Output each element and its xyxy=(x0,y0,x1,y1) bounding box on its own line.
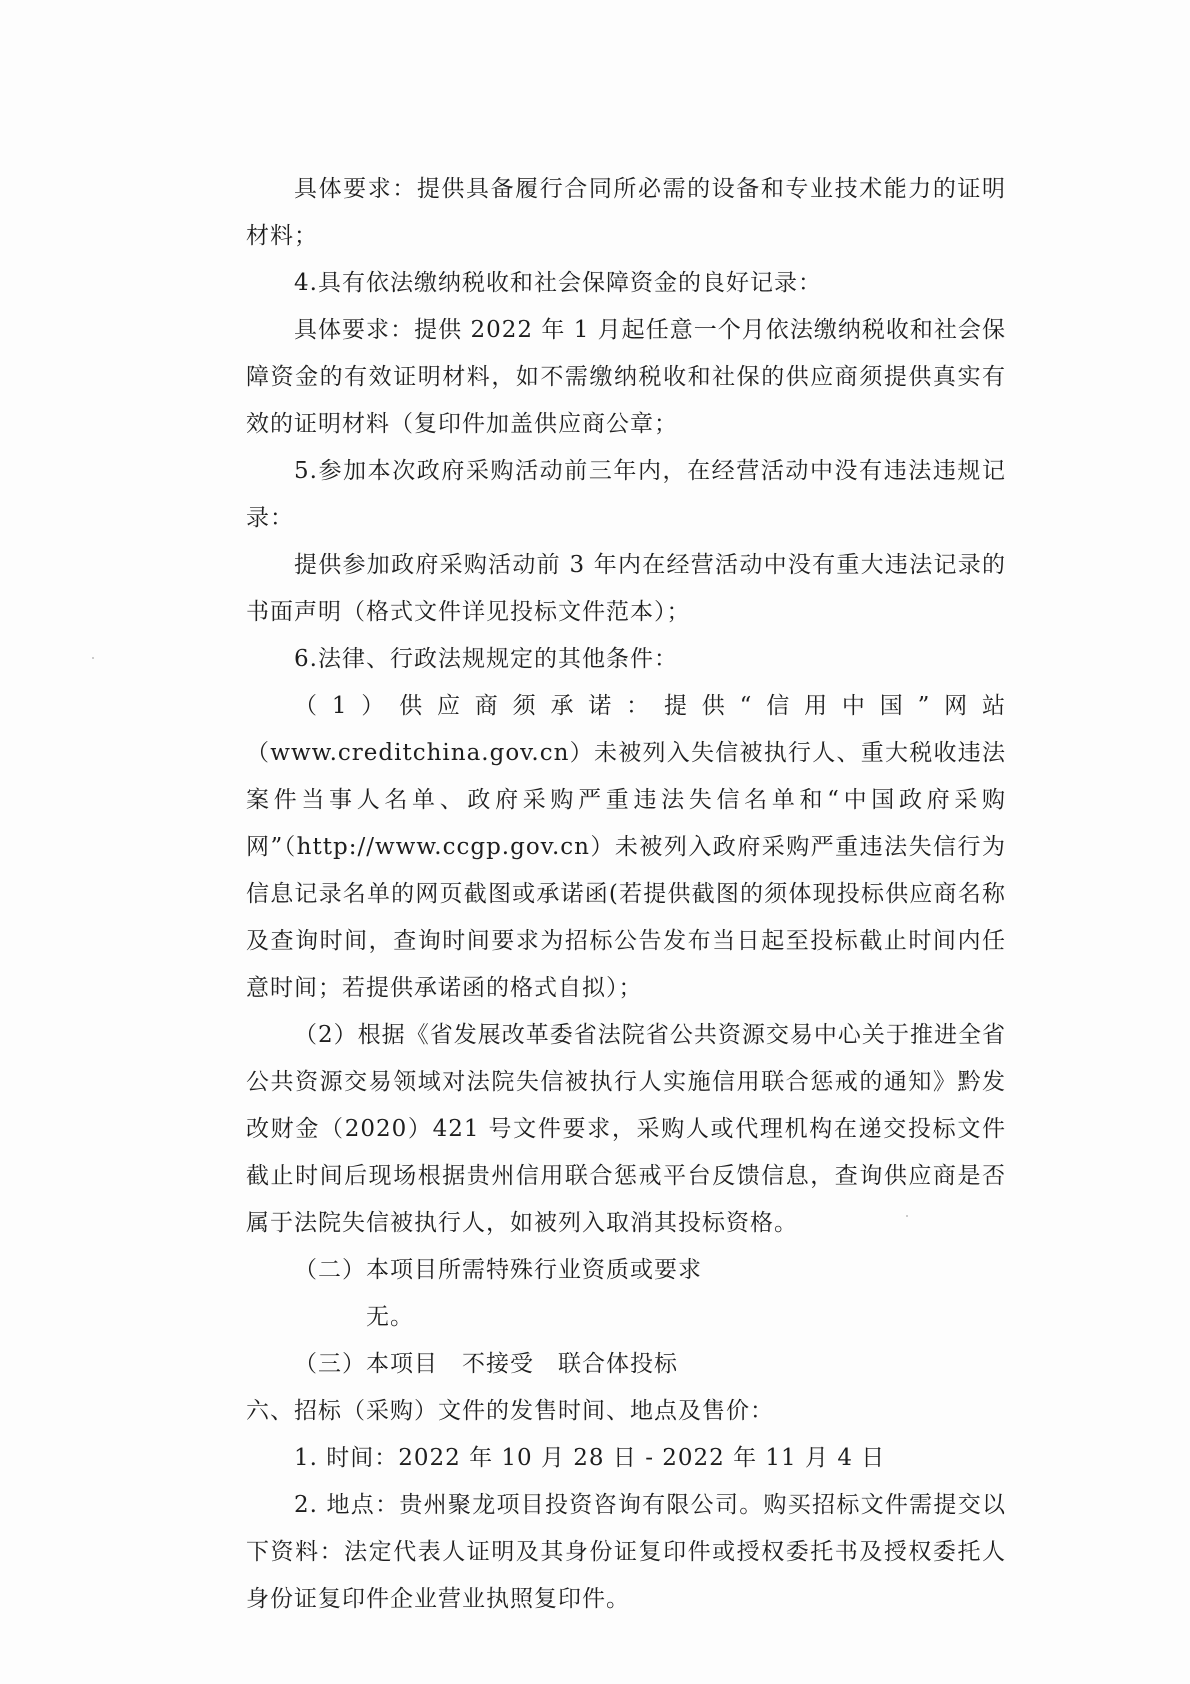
paragraph-item-6: 6.法律、行政法规规定的其他条件： xyxy=(294,646,678,672)
heading-section-6: 六、招标（采购）文件的发售时间、地点及售价： xyxy=(246,1398,774,1424)
paragraph-statement: 提供参加政府采购活动前 3 年内在经营活动中没有重大违法记录的书面声明（格式文件详见投标文件范本）； xyxy=(246,552,1006,625)
paragraph-item-4: 4.具有依法缴纳税收和社会保障资金的良好记录： xyxy=(294,270,822,296)
paragraph-sale-location: 2. 地点：贵州聚龙项目投资咨询有限公司。购买招标文件需提交以下资料：法定代表人证明及其身份证复印件或授权委托书及授权委托人身份证复印件企业营业执照复印件。 xyxy=(246,1492,1006,1612)
paragraph-joint-punishment: （2）根据《省发展改革委省法院省公共资源交易中心关于推进全省公共资源交易领域对法院失信被执行人实施信用联合惩戒的通知》黔发改财金（2020）421 号文件要求，采购人或代理机构在递交投标文件截止时间后现场根据贵州信用联合惩戒平台反馈信息，查询供应商是否属于法院失信被执行人，如被列入取消其投标资格。 xyxy=(246,1022,1006,1236)
paragraph-requirement-tax: 具体要求：提供 2022 年 1 月起任意一个月依法缴纳税收和社会保障资金的有效证明材料，如不需缴纳税收和社保的供应商须提供真实有效的证明材料（复印件加盖供应商公章； xyxy=(246,317,1006,437)
document-body xyxy=(246,166,1006,1623)
paragraph-none: 无。 xyxy=(366,1304,414,1330)
scan-speck xyxy=(92,657,94,659)
paragraph-credit-check: （1）供应商须承诺：提供“信用中国”网站（www.creditchina.gov.cn）未被列入失信被执行人、重大税收违法案件当事人名单、政府采购严重违法失信名单和“中国政府采购网”（http://www.ccgp.gov.cn）未被列入政府采购严重违法失信行为信息记录名单的网页截图或承诺函(若提供截图的须体现投标供应商名称及查询时间，查询时间要求为招标公告发布当日起至投标截止时间内任意时间；若提供承诺函的格式自拟）； xyxy=(246,693,1006,1001)
paragraph-item-5: 5.参加本次政府采购活动前三年内，在经营活动中没有违法违规记录： xyxy=(246,458,1006,531)
paragraph-sale-time: 1. 时间：2022 年 10 月 28 日 - 2022 年 11 月 4 日 xyxy=(294,1445,886,1471)
heading-special-qualification: （二）本项目所需特殊行业资质或要求 xyxy=(294,1257,702,1283)
heading-consortium: （三）本项目 不接受 联合体投标 xyxy=(294,1351,678,1377)
paragraph-requirement-equipment: 具体要求：提供具备履行合同所必需的设备和专业技术能力的证明材料； xyxy=(246,176,1006,249)
